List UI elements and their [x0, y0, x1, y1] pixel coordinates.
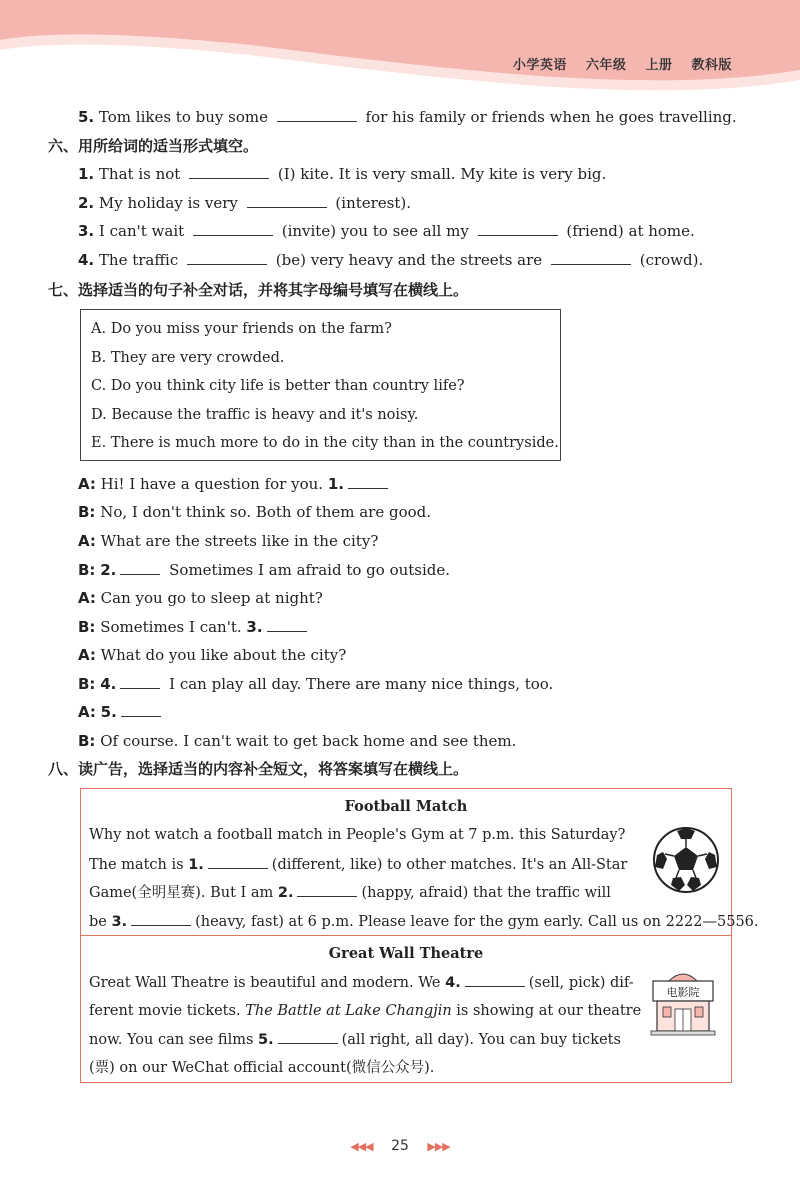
question-number: 2. [78, 194, 95, 212]
ad-line [89, 911, 759, 932]
ad-line [89, 1001, 641, 1021]
dialogue-line [78, 674, 553, 694]
answer-blank[interactable] [267, 617, 307, 632]
question-number: 3. [246, 618, 263, 636]
section-8-title: 八、读广告，选择适当的内容补全短文，将答案填写在横线上。 [48, 760, 469, 778]
option-a: A. Do you miss your friends on the farm? [91, 321, 392, 337]
right-arrows-icon: ▶▶▶ [427, 1140, 450, 1153]
header-grade: 六年级 [585, 58, 627, 73]
ad-football-title: Football Match [344, 798, 468, 815]
question-number: 3. [78, 222, 95, 240]
question-text: (interest). [335, 194, 412, 212]
question-text: I can't wait [98, 222, 185, 240]
dialogue-line [78, 588, 323, 608]
dialogue-line [78, 617, 311, 637]
question-number: 4. [78, 251, 95, 269]
ad-line: Why not watch a football match in People's Gym at 7 p.m. this Saturday? [89, 827, 626, 843]
question-text: My holiday is very [98, 194, 238, 212]
question-text: (crowd). [639, 251, 704, 269]
dialogue-line [78, 702, 165, 722]
question-line [78, 164, 606, 184]
answer-blank[interactable] [208, 854, 268, 869]
answer-blank[interactable] [348, 474, 388, 489]
header-volume: 上册 [645, 58, 673, 73]
ad-text: (different, like) to other matches. It's an All-Star [271, 857, 628, 873]
speaker-label: A: [78, 475, 96, 493]
speaker-label: B: [78, 675, 96, 693]
answer-blank[interactable] [297, 882, 357, 897]
question-number: 1. [188, 857, 204, 873]
speaker-label: A: [78, 646, 96, 664]
question-text: That is not [98, 165, 181, 183]
question-line [78, 221, 695, 241]
speaker-label: B: [78, 618, 96, 636]
answer-blank[interactable] [247, 193, 327, 208]
answer-blank[interactable] [120, 674, 160, 689]
question-text: (invite) you to see all my [281, 222, 469, 240]
question-text: (be) very heavy and the streets are [275, 251, 543, 269]
question-line [78, 193, 411, 213]
ad-line [89, 1029, 621, 1050]
answer-blank[interactable] [278, 1029, 338, 1044]
dialogue-text: No, I don't think so. Both of them are good. [100, 503, 432, 521]
ad-line: (票) on our WeChat official account(微信公众号). [89, 1060, 435, 1076]
question-number: 2. [100, 561, 117, 579]
question-text: (I) kite. It is very small. My kite is very big. [277, 165, 607, 183]
answer-blank[interactable] [465, 972, 525, 987]
ad-text: (sell, pick) dif- [528, 975, 634, 991]
dialogue-text: What do you like about the city? [100, 646, 347, 664]
speaker-label: A: [78, 703, 96, 721]
ad-text: (happy, afraid) that the traffic will [361, 885, 611, 901]
dialogue-line [78, 560, 450, 580]
question-number: 1. [327, 475, 344, 493]
page-footer [0, 1138, 800, 1154]
football-icon [651, 825, 721, 895]
dialogue-text: What are the streets like in the city? [100, 532, 379, 550]
header-subject: 小学英语 [512, 58, 567, 73]
option-d: D. Because the traffic is heavy and it's noisy. [91, 407, 419, 423]
movie-title: The Battle at Lake Changjin [245, 1003, 452, 1019]
question-number: 4. [445, 975, 461, 991]
question-text: for his family or friends when he goes travelling. [365, 108, 737, 126]
header-edition: 教科版 [691, 58, 732, 73]
ad-theatre-title: Great Wall Theatre [328, 945, 484, 962]
ad-text: Game(全明星赛). But I am [89, 885, 274, 901]
options-box [80, 309, 561, 461]
question-number: 5. [258, 1032, 274, 1048]
section-6-title: 六、用所给词的适当形式填空。 [48, 137, 259, 155]
speaker-label: B: [78, 561, 96, 579]
question-number: 3. [111, 914, 128, 930]
speaker-label: B: [78, 732, 96, 750]
answer-blank[interactable] [121, 702, 161, 717]
question-number: 2. [277, 885, 294, 901]
ad-line [89, 882, 611, 903]
header-book-info [499, 54, 732, 73]
dialogue-line [78, 531, 378, 551]
cinema-sign: 电影院 [666, 986, 700, 999]
ad-text: (heavy, fast) at 6 p.m. Please leave for the gym early. Call us on 2222—5556. [195, 914, 759, 930]
ad-text: be [89, 914, 107, 930]
ad-text: is showing at our theatre [456, 1003, 642, 1019]
question-line [78, 250, 703, 270]
dialogue-line [78, 502, 431, 522]
dialogue-text: Can you go to sleep at night? [100, 589, 323, 607]
ad-text: now. You can see films [89, 1032, 254, 1048]
speaker-label: A: [78, 532, 96, 550]
ad-line [89, 972, 634, 993]
question-text: Tom likes to buy some [98, 108, 268, 126]
dialogue-text: Sometimes I am afraid to go outside. [169, 561, 451, 579]
dialogue-text: I can play all day. There are many nice things, too. [169, 675, 554, 693]
page-number: 25 [391, 1138, 409, 1154]
ad-divider [81, 935, 731, 936]
dialogue-text: Sometimes I can't. [100, 618, 242, 636]
dialogue-line [78, 474, 392, 494]
ad-text: (all right, all day). You can buy tickets [341, 1032, 621, 1048]
answer-blank[interactable] [478, 221, 558, 236]
answer-blank[interactable] [187, 250, 267, 265]
question-text: The traffic [98, 251, 179, 269]
question-number: 5. [100, 703, 117, 721]
answer-blank[interactable] [120, 560, 160, 575]
answer-blank[interactable] [551, 250, 631, 265]
speaker-label: B: [78, 503, 96, 521]
question-number: 4. [100, 675, 117, 693]
ad-line [89, 854, 627, 875]
ad-text: The match is [89, 857, 184, 873]
cinema-building-icon [649, 967, 717, 1037]
answer-blank[interactable] [189, 164, 269, 179]
dialogue-line [78, 645, 346, 665]
section-7-title: 七、选择适当的句子补全对话，并将其字母编号填写在横线上。 [48, 281, 469, 299]
dialogue-line [78, 731, 516, 751]
dialogue-text: Of course. I can't wait to get back home and see them. [100, 732, 517, 750]
left-arrows-icon: ◀◀◀ [350, 1140, 373, 1153]
option-e: E. There is much more to do in the city than in the countryside. [91, 435, 559, 451]
answer-blank[interactable] [277, 107, 357, 122]
option-b: B. They are very crowded. [91, 350, 285, 366]
answer-blank[interactable] [131, 911, 191, 926]
question-number: 5. [78, 108, 95, 126]
question-number: 1. [78, 165, 95, 183]
answer-blank[interactable] [193, 221, 273, 236]
option-c: C. Do you think city life is better than country life? [91, 378, 465, 394]
ad-text: Great Wall Theatre is beautiful and modern. We [89, 975, 441, 991]
speaker-label: A: [78, 589, 96, 607]
ads-box [80, 788, 759, 1083]
ad-text: ferent movie tickets. [89, 1003, 241, 1019]
question-line [78, 107, 737, 127]
question-text: (friend) at home. [566, 222, 695, 240]
dialogue-text: Hi! I have a question for you. [100, 475, 324, 493]
